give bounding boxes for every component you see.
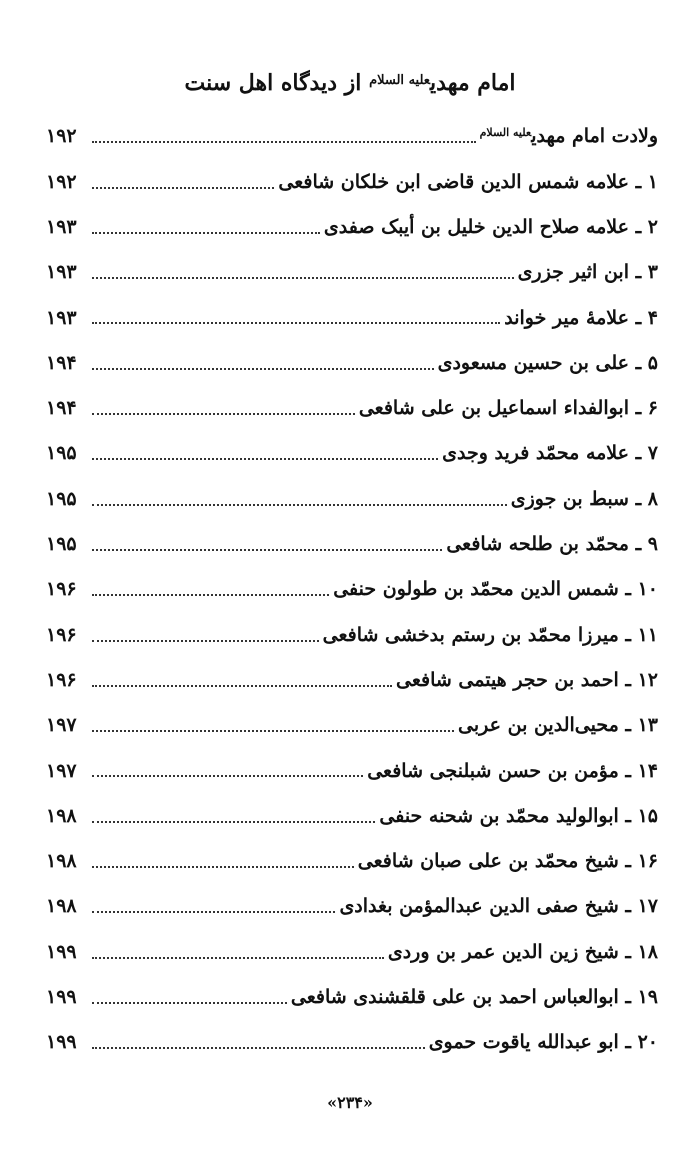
toc-row [46,654,658,699]
toc-row [46,789,658,834]
toc-entry-label: ۴ ـ علامهٔ میر خواند [504,306,658,329]
toc-entry-label: ۸ ـ سبط بن جوزی [510,487,658,510]
toc-entry-label: ۱۴ ـ مؤمن بن حسن شبلنجی شافعی [367,759,658,782]
dot-leader [92,866,354,868]
toc-row [46,246,658,291]
toc-entry-label: ۱ ـ علامه شمس الدین قاضی ابن خلکان شافعی [278,170,658,193]
honorific-mark: عليه السلام [479,126,532,140]
toc-entry-label: ۳ ـ ابن اثیر جزری [517,261,658,284]
toc-row [46,155,658,200]
toc-entry-label: ۱۳ ـ محیی‌الدین بن عربی [458,714,658,737]
dot-leader [92,640,319,642]
toc-entry-page: ۱۹۳ [46,306,77,329]
toc-entry-label: ۱۷ ـ شیخ صفی الدین عبدالمؤمن بغدادی [339,895,658,918]
toc-row [46,427,658,472]
toc-heading-page: ۱۹۲ [46,125,77,148]
dot-leader [92,821,375,823]
toc-row [46,835,658,880]
toc-items [46,155,658,1061]
toc-entry-label: ۶ ـ ابوالفداء اسماعیل بن علی شافعی [358,397,658,420]
honorific-mark: عليه السلام [369,73,431,88]
toc-row [46,699,658,744]
toc-row [46,291,658,336]
toc-entry-label: ۱۸ ـ شیخ زین الدین عمر بن وردی [387,940,658,963]
toc-entry-page: ۱۹۹ [46,1031,77,1054]
toc-entry-page: ۱۹۵ [46,487,77,510]
toc-entry-label: ۱۰ ـ شمس الدین محمّد بن طولون حنفی [333,578,658,601]
toc-entry-label: ۱۶ ـ شیخ محمّد بن علی صبان شافعی [357,850,658,873]
toc-row [46,518,658,563]
dot-leader [92,141,476,143]
dot-leader [92,504,507,506]
dot-leader [92,458,438,460]
title-part-1: امام مهدی [430,70,516,96]
toc-row [46,744,658,789]
toc-row [46,201,658,246]
toc-entry-label: ۷ ـ علامه محمّد فرید وجدی [442,442,658,465]
toc-entry-page: ۱۹۶ [46,668,77,691]
toc-entry-page: ۱۹۴ [46,397,77,420]
page-title [0,70,700,96]
toc-entry-page: ۱۹۲ [46,170,77,193]
dot-leader [92,1047,425,1049]
dot-leader [92,730,454,732]
toc-entry-page: ۱۹۷ [46,714,77,737]
dot-leader [92,957,384,959]
toc-row [46,880,658,925]
table-of-contents [46,110,658,1061]
toc-row [46,336,658,381]
toc-entry-label: ۱۹ ـ ابوالعباس احمد بن علی قلقشندی شافعی [290,986,658,1009]
toc-entry-page: ۱۹۶ [46,578,77,601]
dot-leader [92,322,500,324]
page-number: «۲۳۴» [327,1093,373,1112]
dot-leader [92,911,335,913]
dot-leader [92,413,355,415]
toc-entry-page: ۱۹۸ [46,804,77,827]
toc-heading-text: ولادت امام مهدی [531,125,658,148]
toc-entry-label: ۱۲ ـ احمد بن حجر هیتمی شافعی [395,668,658,691]
toc-entry-page: ۱۹۵ [46,533,77,556]
toc-entry-page: ۱۹۳ [46,261,77,284]
dot-leader [92,685,392,687]
toc-row [46,563,658,608]
toc-entry-label: ۲ ـ علامه صلاح الدین خلیل بن أیبک صفدی [323,216,658,238]
toc-entry-label: ۱۵ ـ ابوالولید محمّد بن شحنه حنفی [379,804,658,827]
dot-leader [92,277,514,279]
dot-leader [92,775,363,777]
toc-entry-page: ۱۹۹ [46,986,77,1009]
toc-row [46,382,658,427]
toc-entry-page: ۱۹۵ [46,442,77,465]
title-part-2: از دیدگاه اهل سنت [184,70,370,96]
toc-entry-page: ۱۹۴ [46,351,77,374]
toc-entry-label: ۱۱ ـ میرزا محمّد بن رستم بدخشی شافعی [322,623,658,646]
dot-leader [92,368,434,370]
dot-leader [92,232,320,234]
toc-entry-page: ۱۹۸ [46,895,77,918]
toc-row [46,971,658,1016]
toc-row [46,925,658,970]
toc-entry-label: ۹ ـ محمّد بن طلحه شافعی [446,533,658,556]
toc-entry-page: ۱۹۳ [46,216,77,238]
dot-leader [92,594,329,596]
dot-leader [92,1002,287,1004]
toc-entry-page: ۱۹۶ [46,623,77,646]
toc-entry-label: ۲۰ ـ ابو عبدالله یاقوت حموی [428,1031,658,1054]
dot-leader [92,549,442,551]
toc-row [46,472,658,517]
toc-row [46,608,658,653]
toc-entry-page: ۱۹۷ [46,759,77,782]
toc-entry-label: ۵ ـ علی بن حسین مسعودی [437,351,658,374]
toc-heading-row [46,110,658,155]
toc-entry-page: ۱۹۸ [46,850,77,873]
toc-heading-label [480,126,658,147]
toc-entry-page: ۱۹۹ [46,940,77,963]
toc-row [46,1016,658,1061]
dot-leader [92,187,274,189]
